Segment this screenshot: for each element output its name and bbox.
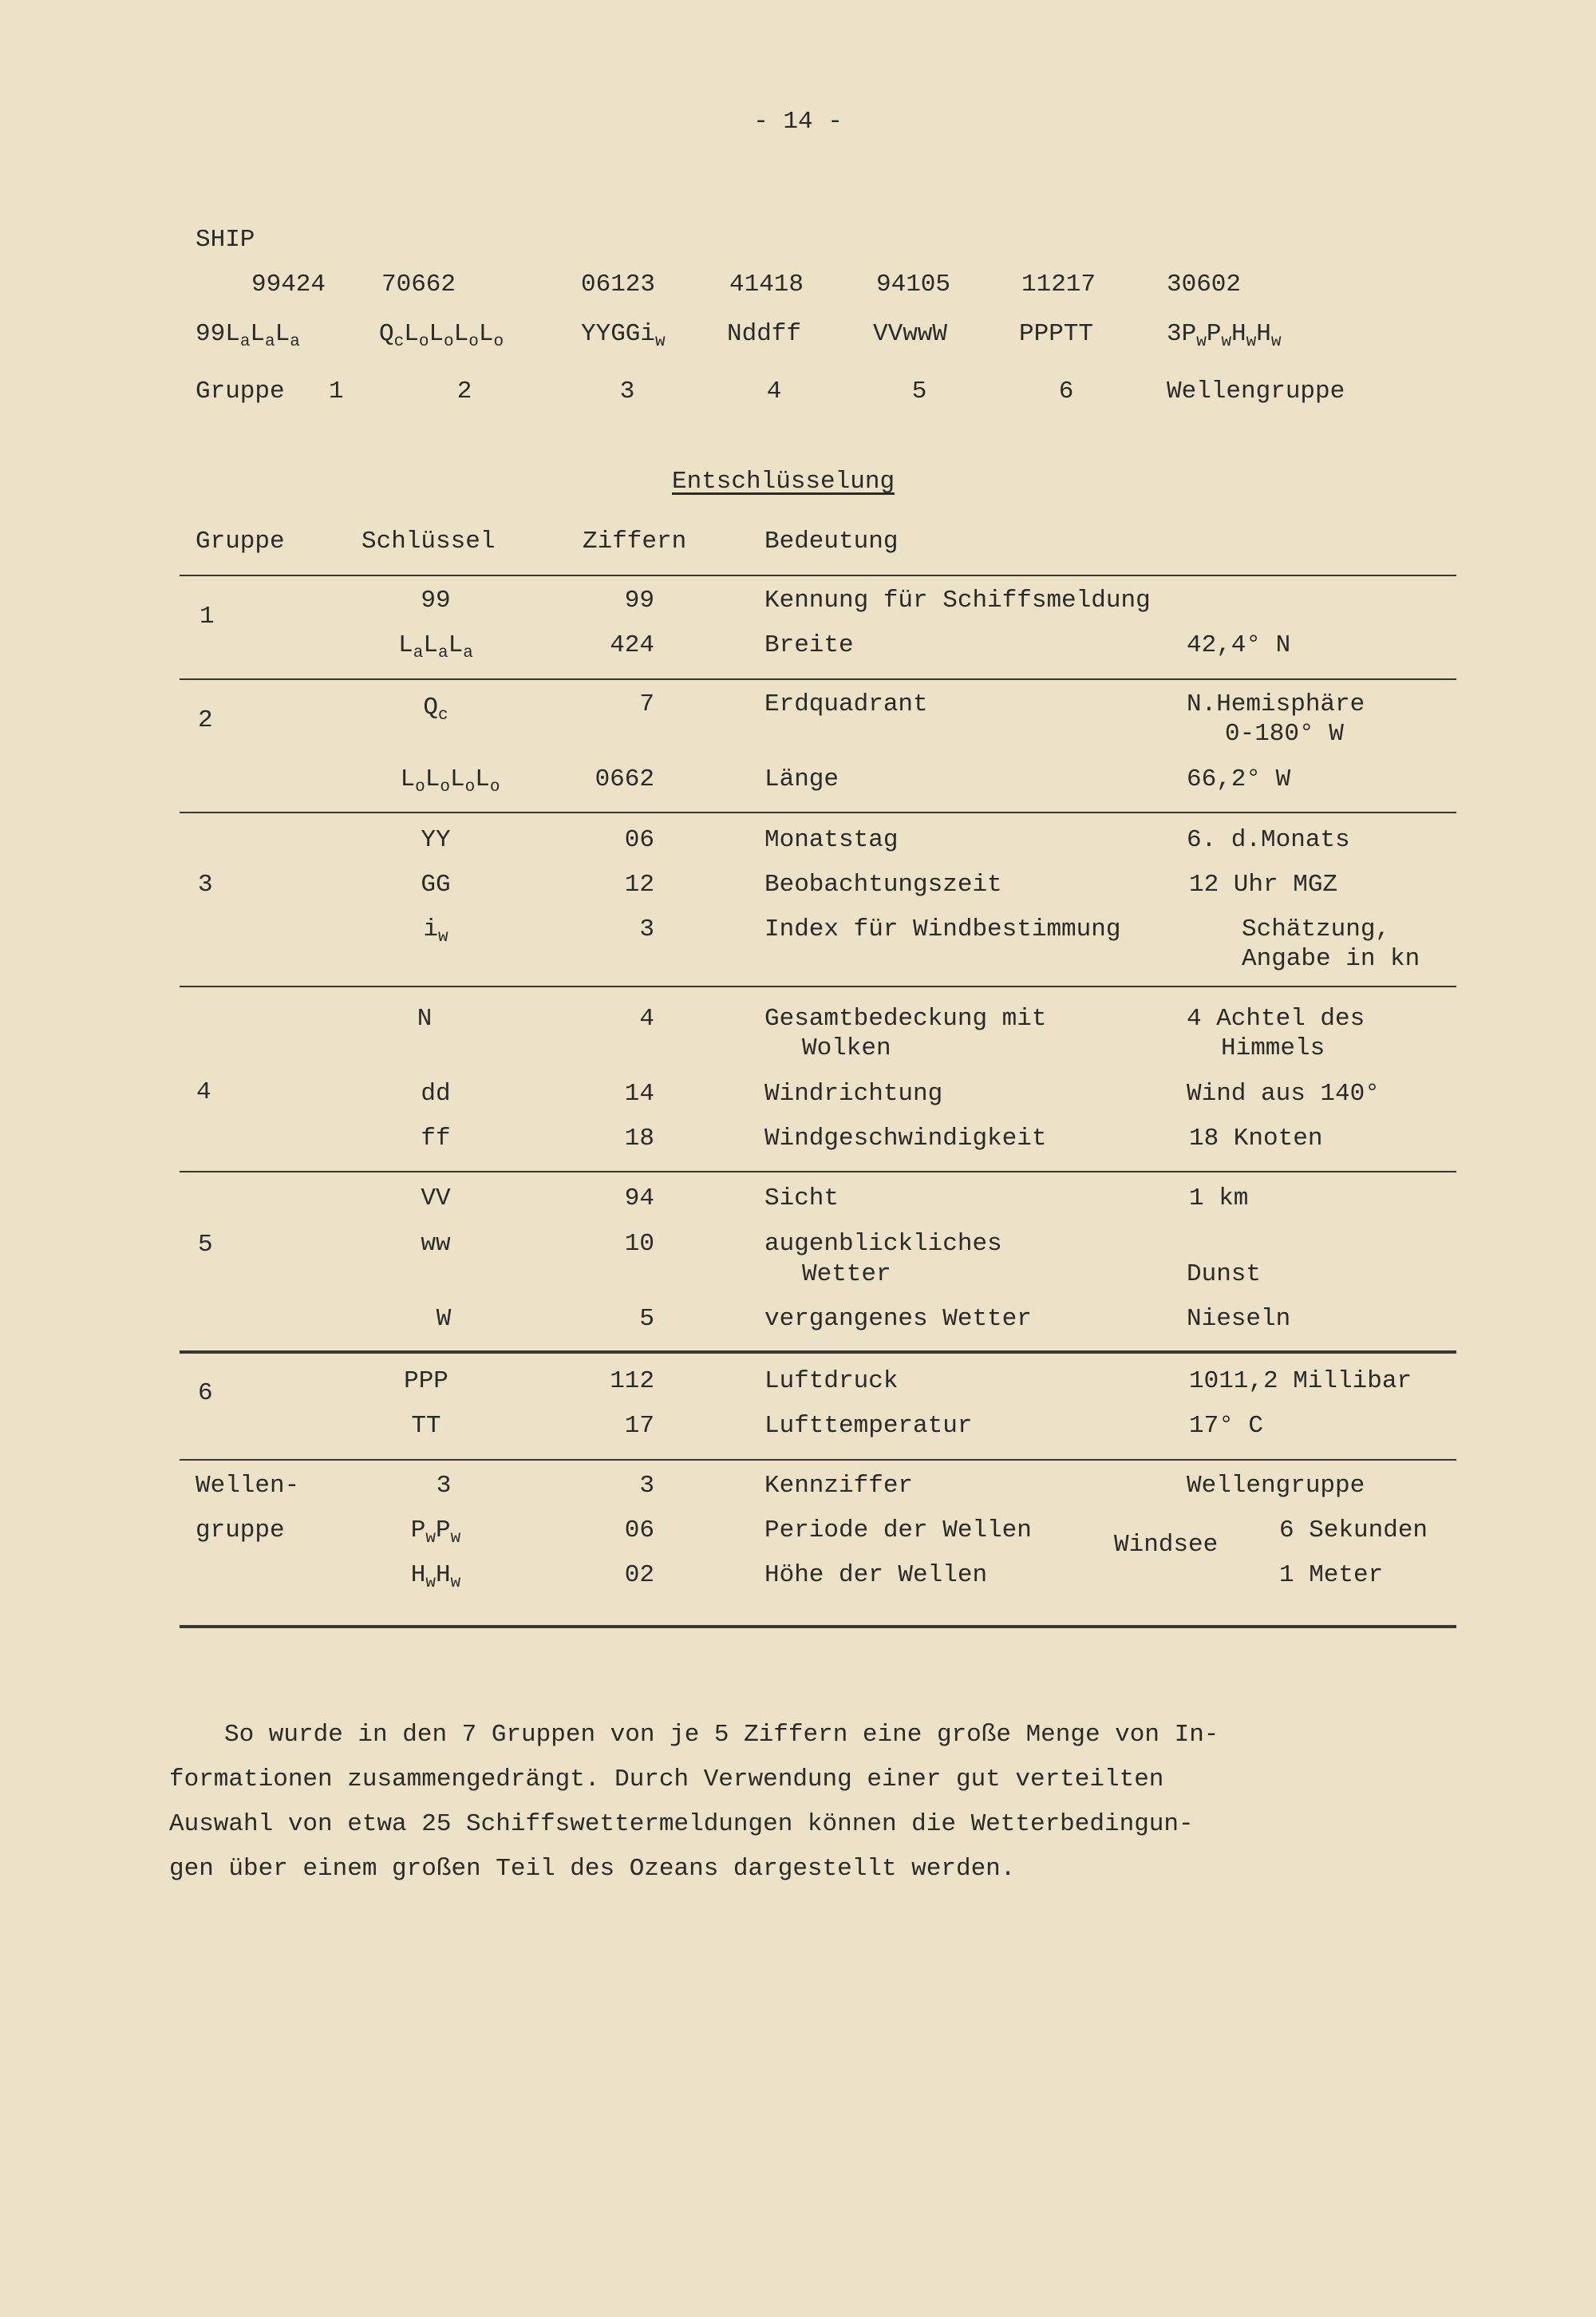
ship-key: PPPTT — [1019, 320, 1094, 348]
section-heading: Entschlüsselung — [672, 468, 895, 496]
meaning-cell: Breite — [764, 631, 854, 659]
value-cell: N.Hemisphäre — [1187, 690, 1365, 718]
key-cell: ww — [421, 1230, 451, 1258]
group-number: 6 — [1058, 378, 1074, 405]
group-label: Gruppe — [196, 378, 285, 405]
value-cell-line2: Angabe in kn — [1242, 945, 1420, 973]
value-cell: Schätzung, — [1242, 915, 1391, 943]
group-cell: 1 — [200, 603, 215, 631]
digits-cell: 3 — [639, 1472, 654, 1500]
meaning-cell: Monatstag — [764, 826, 899, 854]
table-header-schluessel: Schlüssel — [361, 528, 496, 556]
digits-cell: 17 — [624, 1412, 654, 1440]
meaning-cell: Lufttemperatur — [764, 1412, 973, 1440]
ship-key: VVwwW — [873, 320, 948, 348]
table-header-bedeutung: Bedeutung — [764, 528, 899, 556]
meaning-cell: Erdquadrant — [764, 690, 928, 718]
ship-code: 94105 — [876, 271, 951, 299]
value-cell: 1011,2 Millibar — [1189, 1367, 1412, 1395]
value-cell: 18 Knoten — [1189, 1125, 1323, 1153]
value-cell: 1 km — [1189, 1184, 1249, 1212]
ship-code: 11217 — [1021, 271, 1096, 299]
group-number: 5 — [911, 378, 927, 405]
page-number: - 14 - — [753, 108, 843, 136]
meaning-cell: Luftdruck — [764, 1367, 899, 1395]
key-cell: N — [417, 1005, 433, 1033]
digits-cell: 3 — [639, 915, 654, 943]
table-rule — [180, 986, 1456, 987]
ship-code: 41418 — [729, 271, 804, 299]
group-cell: 2 — [198, 706, 213, 734]
key-cell: $i_w$ — [423, 915, 448, 947]
value-cell: Nieseln — [1187, 1305, 1291, 1333]
key-cell: $L_aL_aL_a$ — [398, 631, 473, 662]
digits-cell: 99 — [624, 587, 654, 615]
key-cell: PPP — [404, 1367, 448, 1395]
ship-code: 06123 — [581, 271, 656, 299]
windsee-label: Windsee — [1114, 1531, 1219, 1559]
table-header-ziffern: Ziffern — [583, 528, 687, 556]
ship-title: SHIP — [196, 226, 255, 254]
meaning-cell: Beobachtungszeit — [764, 871, 1002, 899]
table-rule — [180, 1625, 1456, 1628]
table-rule — [180, 1171, 1456, 1172]
meaning-cell: Gesamtbedeckung mit — [764, 1005, 1047, 1033]
value-cell: 12 Uhr MGZ — [1189, 871, 1338, 899]
meaning-cell: Windgeschwindigkeit — [764, 1125, 1047, 1153]
value-cell: 42,4° N — [1187, 631, 1291, 659]
ship-key: YYGGi$_w$ — [581, 320, 666, 351]
group-cell: 6 — [198, 1379, 213, 1407]
value-cell: 1 Meter — [1279, 1561, 1384, 1589]
key-cell: $P_wP_w$ — [410, 1516, 461, 1548]
value-cell: Wellengruppe — [1187, 1472, 1365, 1500]
group-cell: Wellen- — [196, 1472, 300, 1500]
key-cell: TT — [411, 1412, 441, 1440]
ship-key: $3P_wP_wH_wH_w$ — [1167, 320, 1282, 351]
key-cell: GG — [421, 871, 451, 899]
meaning-cell: Periode der Wellen — [764, 1516, 1032, 1544]
paragraph-line: Auswahl von etwa 25 Schiffswettermeldungen können die Wetterbedingun- — [169, 1810, 1194, 1838]
paragraph-line: So wurde in den 7 Gruppen von je 5 Ziffern eine große Menge von In- — [224, 1721, 1219, 1749]
digits-cell: 424 — [610, 631, 654, 659]
group-cell-line2: gruppe — [196, 1516, 285, 1544]
ship-code: 30602 — [1167, 271, 1242, 299]
key-cell: W — [436, 1305, 452, 1333]
meaning-cell-line2: Wetter — [802, 1260, 891, 1288]
table-rule — [180, 812, 1456, 813]
meaning-cell: Sicht — [764, 1184, 839, 1212]
key-cell: dd — [421, 1080, 451, 1108]
paragraph-line: gen über einem großen Teil des Ozeans dargestellt werden. — [169, 1855, 1016, 1883]
digits-cell: 18 — [624, 1125, 654, 1153]
value-cell: 17° C — [1189, 1412, 1264, 1440]
digits-cell: 14 — [624, 1080, 654, 1108]
value-cell-line2: Himmels — [1221, 1034, 1325, 1062]
digits-cell: 06 — [624, 1516, 654, 1544]
key-cell: YY — [421, 826, 451, 854]
meaning-cell: Kennung für Schiffsmeldung — [764, 587, 1151, 615]
ship-key: Nddff — [727, 320, 802, 348]
ship-key: $Q_cL_oL_oL_oL_o$ — [379, 320, 504, 351]
table-rule — [180, 575, 1456, 576]
digits-cell: 06 — [624, 826, 654, 854]
key-cell: ff — [421, 1125, 451, 1153]
table-rule — [180, 678, 1456, 680]
group-number: 4 — [766, 378, 782, 405]
meaning-cell: Kennziffer — [764, 1472, 914, 1500]
ship-key: $99L_aL_aL_a$ — [196, 320, 300, 351]
meaning-cell: vergangenes Wetter — [764, 1305, 1032, 1333]
digits-cell: 94 — [624, 1184, 654, 1212]
table-rule — [180, 1459, 1456, 1461]
meaning-cell: Länge — [764, 765, 839, 793]
value-cell: Dunst — [1187, 1260, 1262, 1288]
value-cell: 66,2° W — [1187, 765, 1291, 793]
digits-cell: 10 — [624, 1230, 654, 1258]
group-cell: 4 — [196, 1078, 211, 1106]
group-cell: 5 — [198, 1231, 213, 1259]
key-cell: 99 — [421, 587, 451, 615]
value-cell-line2: 0-180° W — [1225, 720, 1344, 748]
meaning-cell: Windrichtung — [764, 1080, 943, 1108]
value-cell: Wind aus 140° — [1187, 1080, 1380, 1108]
digits-cell: 7 — [639, 690, 654, 718]
value-cell: 6 Sekunden — [1279, 1516, 1428, 1544]
value-cell: 6. d.Monats — [1187, 826, 1350, 854]
digits-cell: 0662 — [595, 765, 654, 793]
digits-cell: 5 — [639, 1305, 654, 1333]
value-cell: 4 Achtel des — [1187, 1005, 1365, 1033]
table-rule — [180, 1350, 1456, 1354]
group-cell: 3 — [198, 871, 213, 899]
table-header-gruppe: Gruppe — [196, 528, 285, 556]
meaning-cell: Höhe der Wellen — [764, 1561, 988, 1589]
digits-cell: 02 — [624, 1561, 654, 1589]
wave-group-label: Wellengruppe — [1167, 378, 1345, 405]
digits-cell: 112 — [610, 1367, 654, 1395]
meaning-cell: Index für Windbestimmung — [764, 915, 1121, 943]
group-number: 1 — [329, 378, 344, 405]
key-cell: 3 — [436, 1472, 452, 1500]
key-cell: $Q_c$ — [423, 694, 448, 725]
ship-code: 70662 — [381, 271, 456, 299]
meaning-cell: augenblickliches — [764, 1230, 1002, 1258]
key-cell: $H_wH_w$ — [410, 1561, 461, 1592]
group-number: 2 — [456, 378, 472, 405]
digits-cell: 4 — [639, 1005, 654, 1033]
group-number: 3 — [619, 378, 635, 405]
key-cell: $L_oL_oL_oL_o$ — [400, 765, 500, 797]
digits-cell: 12 — [624, 871, 654, 899]
ship-code: 99424 — [251, 271, 326, 299]
key-cell: VV — [421, 1184, 451, 1212]
paragraph-line: formationen zusammengedrängt. Durch Verwendung einer gut verteilten — [169, 1765, 1164, 1793]
meaning-cell-line2: Wolken — [802, 1034, 891, 1062]
